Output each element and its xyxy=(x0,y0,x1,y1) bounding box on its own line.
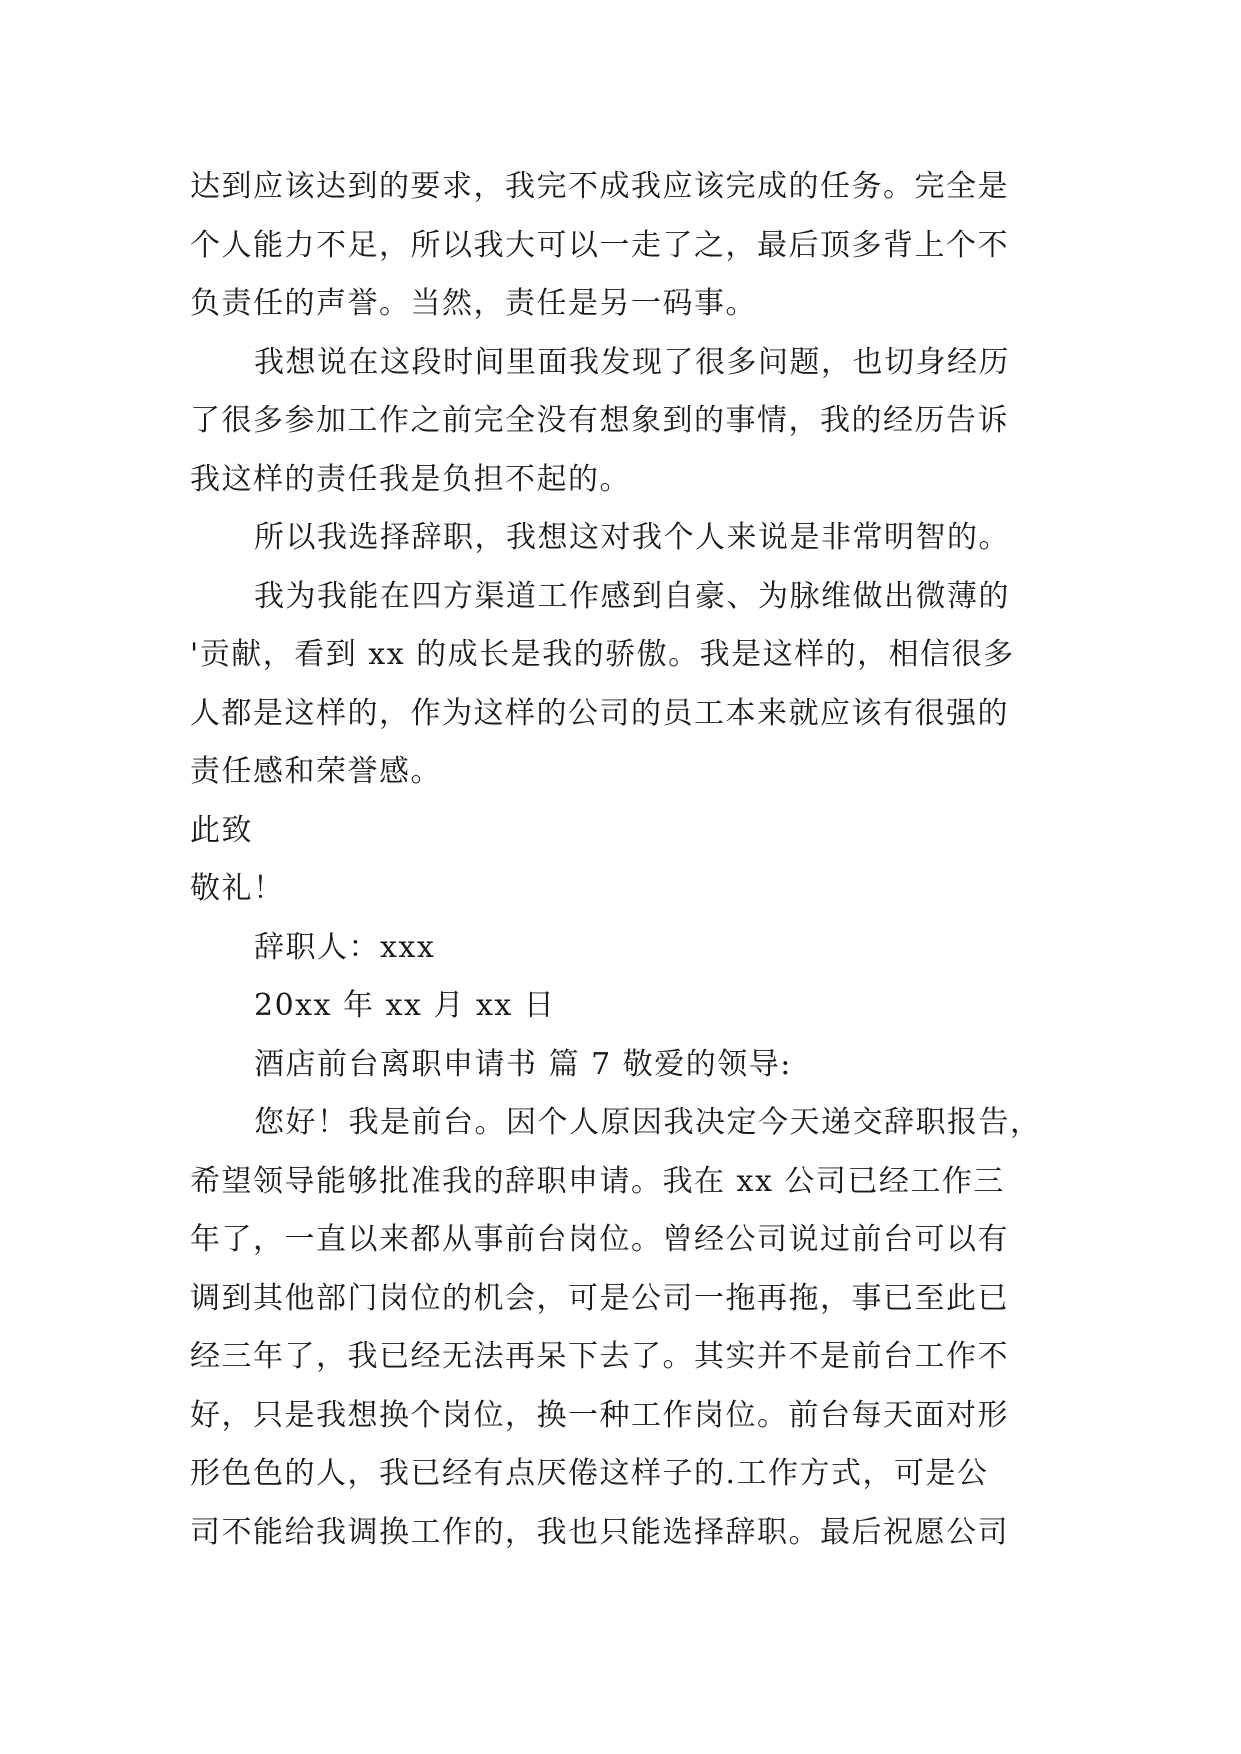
text-line: 好，只是我想换个岗位，换一种工作岗位。前台每天面对形 xyxy=(190,1397,1009,1433)
text-line: 我这样的责任我是负担不起的。 xyxy=(190,461,631,497)
text-line: '贡献，看到 xx 的成长是我的骄傲。我是这样的，相信很多 xyxy=(190,637,1015,672)
text-line: 人都是这样的，作为这样的公司的员工本来就应该有很强的 xyxy=(190,695,1009,731)
date-line: 20xx 年 xx 月 xx 日 xyxy=(254,988,556,1023)
text-line: 经三年了，我已经无法再呆下去了。其实并不是前台工作不 xyxy=(190,1339,1009,1374)
text-line: 负责任的声誉。当然，责任是另一码事。 xyxy=(190,286,757,321)
text-line: 司不能给我调换工作的，我也只能选择辞职。最后祝愿公司 xyxy=(190,1514,1009,1550)
text-line: 个人能力不足，所以我大可以一走了之，最后顶多背上个不 xyxy=(190,227,1009,263)
text-line: 形色色的人，我已经有点厌倦这样子的.工作方式，可是公 xyxy=(190,1456,989,1491)
text-line: 年了，一直以来都从事前台岗位。曾经公司说过前台可以有 xyxy=(190,1222,1009,1257)
text-line: 我为我能在四方渠道工作感到自豪、为脉维做出微薄的 xyxy=(254,578,1010,614)
text-line: 我想说在这段时间里面我发现了很多问题，也切身经历 xyxy=(254,344,1010,380)
document-body xyxy=(190,158,1070,1562)
salutation-line: 敬礼！ xyxy=(190,871,285,906)
text-line: 责任感和荣誉感。 xyxy=(190,754,442,789)
text-line: 您好！我是前台。因个人原因我决定今天递交辞职报告， xyxy=(254,1105,1042,1140)
text-line: 了很多参加工作之前完全没有想象到的事情，我的经历告诉 xyxy=(190,403,1009,438)
text-line: 调到其他部门岗位的机会，可是公司一拖再拖，事已至此已 xyxy=(190,1280,1009,1316)
text-line: 所以我选择辞职，我想这对我个人来说是非常明智的。 xyxy=(254,520,1010,555)
signature-line: 辞职人：xxx xyxy=(254,929,436,965)
text-line: 希望领导能够批准我的辞职申请。我在 xx 公司已经工作三 xyxy=(190,1163,1005,1199)
text-line: 达到应该达到的要求，我完不成我应该完成的任务。完全是 xyxy=(190,169,1009,204)
salutation-line: 此致 xyxy=(190,812,253,848)
section-heading: 酒店前台离职申请书 篇 7 敬爱的领导: xyxy=(254,1046,792,1082)
